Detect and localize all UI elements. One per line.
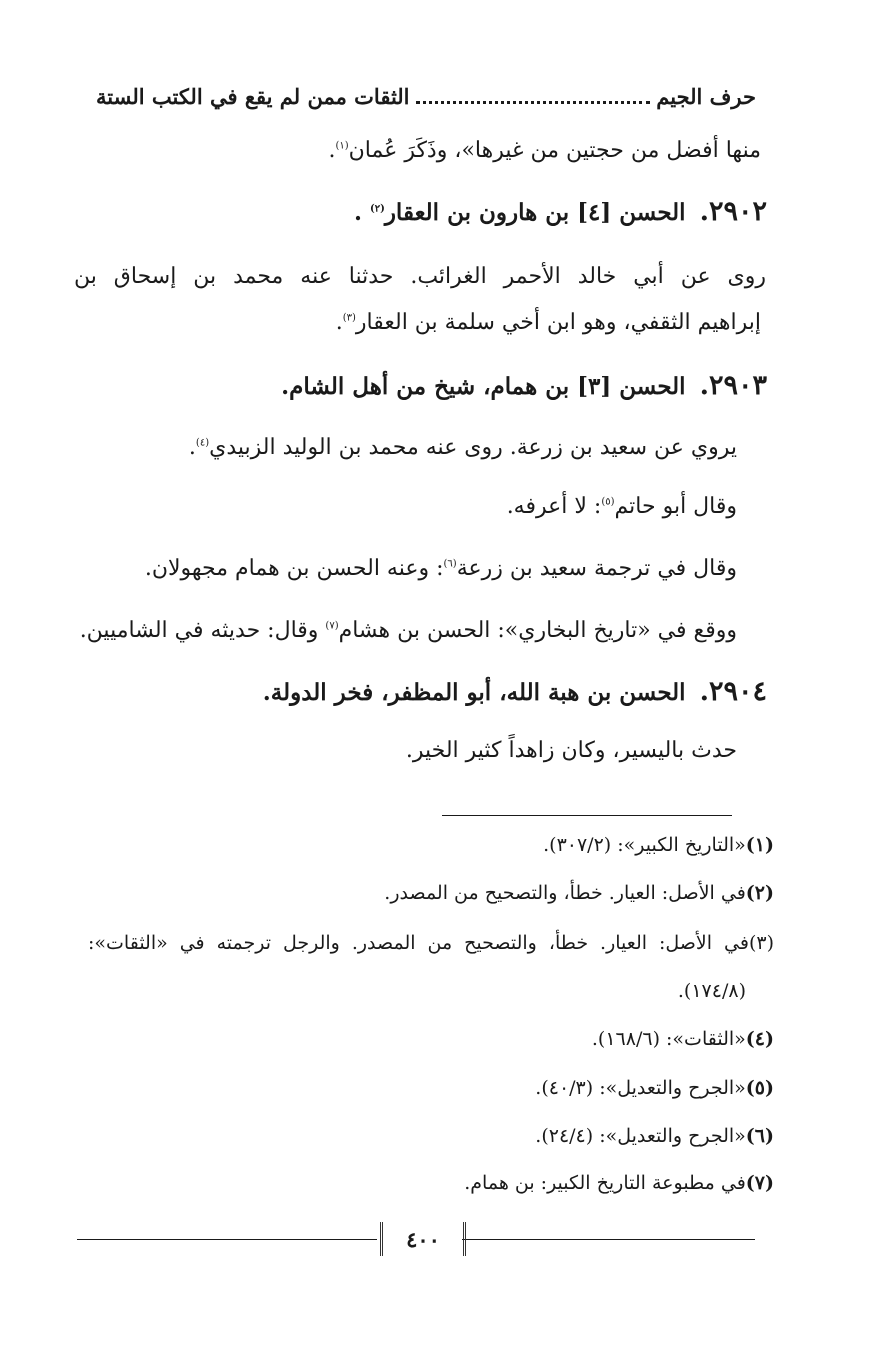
footnote-5: (٥)«الجرح والتعديل»: (٤٠/٣). bbox=[535, 1077, 774, 1099]
footnote-separator bbox=[442, 815, 732, 816]
footnote-ref: (٧) bbox=[325, 620, 339, 632]
entry-2903-text-1: يروي عن سعيد بن زرعة. روى عنه محمد بن الوليد الزبيدي$^{(٤)}$. bbox=[188, 435, 737, 460]
footnote-ref: (٤) bbox=[195, 437, 210, 449]
footnote-3: (٣)في الأصل: العيار. خطأ، والتصحيح من المصدر. والرجل ترجمته في «الثقات»: bbox=[88, 932, 774, 954]
entry-2904-heading bbox=[263, 676, 767, 707]
footnote-4: (٤)«الثقات»: (١٦٨/٦). bbox=[591, 1028, 774, 1050]
footnote-ref: (٢) bbox=[369, 203, 385, 215]
running-header bbox=[96, 78, 756, 114]
entry-title: الحسن [٤] بن هارون بن العقار bbox=[384, 199, 686, 226]
entry-number: ٢٩٠٢. bbox=[699, 196, 767, 227]
entry-2902-heading: ٢٩٠٢.الحسن [٤] بن هارون بن العقار$^{(٢)}$ . bbox=[353, 196, 767, 227]
entry-2903-text-3: وقال في ترجمة سعيد بن زرعة$^{(٦)}$: وعنه الحسن بن همام مجهولان. bbox=[144, 556, 737, 581]
footnote-ref: (٣) bbox=[342, 312, 356, 324]
header-chapter: حرف الجيم bbox=[656, 83, 756, 109]
entry-2903-text-4: ووقع في «تاريخ البخاري»: الحسن بن هشام$^{(٧)}$ وقال: حديثه في الشاميين. bbox=[79, 618, 737, 643]
entry-number: ٢٩٠٤. bbox=[699, 676, 767, 707]
footer-rule-right bbox=[462, 1239, 755, 1240]
entry-title: الحسن [٣] بن همام، شيخ من أهل الشام. bbox=[281, 373, 686, 400]
entry-title: الحسن بن هبة الله، أبو المظفر، فخر الدولة. bbox=[262, 679, 686, 706]
footnote-1: (١)«التاريخ الكبير»: (٣٠٧/٢). bbox=[543, 834, 774, 856]
footnote-ref: (٥) bbox=[601, 496, 615, 508]
footnote-ref: (١) bbox=[335, 140, 349, 152]
footnote-ref: (٦) bbox=[443, 558, 457, 570]
header-book-title: الثقات ممن لم يقع في الكتب الستة bbox=[96, 83, 410, 109]
entry-2903-heading bbox=[281, 370, 767, 401]
entry-2904-text: حدث باليسير، وكان زاهداً كثير الخير. bbox=[405, 738, 737, 763]
entry-2902-text-line-2: إبراهيم الثقفي، وهو ابن أخي سلمة بن العقار$^{(٣)}$. bbox=[335, 310, 761, 335]
footnote-3-continued: (١٧٤/٨). bbox=[677, 980, 746, 1002]
entry-2902-text-line-1: روى عن أبي خالد الأحمر الغرائب. حدثنا عنه محمد بن إسحاق بن bbox=[74, 264, 766, 289]
entry-number: ٢٩٠٣. bbox=[699, 370, 767, 401]
footer-rule-left bbox=[77, 1239, 377, 1240]
footnote-2: (٢)في الأصل: العيار. خطأ، والتصحيح من المصدر. bbox=[384, 882, 774, 904]
header-dot-leader bbox=[416, 89, 651, 104]
page-number: ٤٠٠ bbox=[380, 1222, 466, 1256]
footnote-7: (٧)في مطبوعة التاريخ الكبير: بن همام. bbox=[464, 1172, 774, 1194]
continuation-line: منها أفضل من حجتين من غيرها»، وذَكَرَ عُمان$^{(١)}$. bbox=[328, 138, 761, 163]
entry-2903-text-2: وقال أبو حاتم$^{(٥)}$: لا أعرفه. bbox=[506, 494, 737, 519]
footnote-6: (٦)«الجرح والتعديل»: (٢٤/٤). bbox=[535, 1125, 774, 1147]
